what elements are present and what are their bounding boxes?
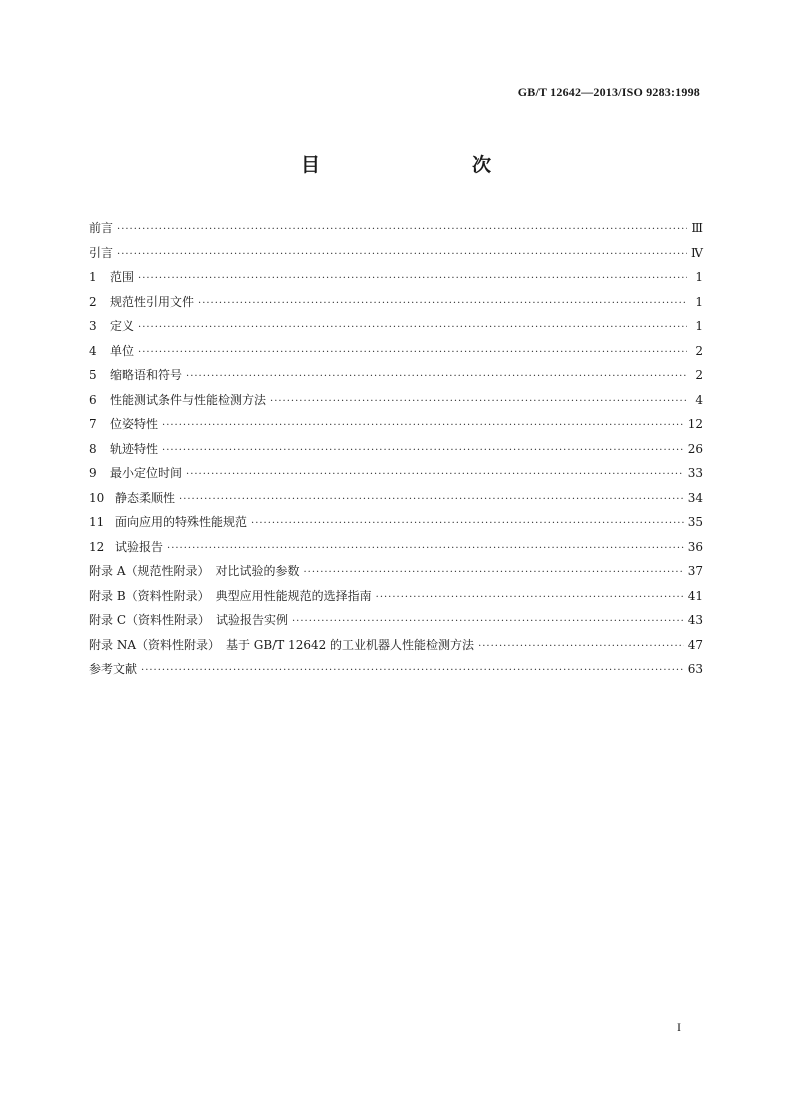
toc-entry-label: [89, 535, 163, 560]
dot-leader: [303, 561, 683, 586]
toc-entry-label: [89, 412, 158, 437]
toc-entry[interactable]: [89, 216, 703, 241]
dot-leader: [251, 512, 684, 537]
dot-leader: [117, 218, 687, 243]
dot-leader: [376, 586, 684, 611]
toc-entry-text: 性能测试条件与性能检测方法: [110, 392, 267, 407]
toc-entry-number: 3: [89, 319, 97, 333]
toc-entry[interactable]: [89, 265, 703, 290]
toc-entry-text: 面向应用的特殊性能规范: [115, 515, 248, 529]
toc-entry[interactable]: [89, 339, 703, 364]
dot-leader: [478, 635, 684, 660]
toc-entry-label: [89, 608, 288, 633]
toc-entry-label: [89, 657, 137, 682]
toc-entry-text: 轨迹特性: [110, 441, 159, 456]
toc-entry-page: Ⅲ: [691, 221, 703, 235]
toc-entry-label: [89, 314, 134, 339]
toc-entry-label: [89, 510, 247, 535]
toc-entry-text: 参考文献: [89, 662, 138, 676]
toc-entry[interactable]: [89, 584, 703, 609]
dot-leader: [138, 267, 687, 292]
toc-entry[interactable]: [89, 633, 703, 658]
toc-entry-page: 33: [687, 466, 703, 480]
toc-entry-number: 8: [89, 441, 97, 456]
toc-entry-label: [89, 216, 113, 241]
toc-entry[interactable]: [89, 461, 703, 486]
toc-entry-number: 1: [89, 270, 97, 284]
toc-entry-number: 12: [89, 539, 105, 554]
toc-entry-page: 1: [695, 294, 703, 309]
toc-entry-number: 11: [89, 515, 105, 529]
toc-entry[interactable]: [89, 535, 703, 560]
page-number: I: [677, 1020, 681, 1034]
dot-leader: [141, 659, 684, 684]
toc-entry[interactable]: [89, 314, 703, 339]
toc-entry-page: 37: [687, 564, 703, 578]
toc-entry[interactable]: [89, 608, 703, 633]
toc-entry-number: 2: [89, 294, 97, 309]
toc-entry-page: 12: [687, 417, 703, 431]
toc-entry-text: 附录 NA（资料性附录） 基于 GB/T 12642 的工业机器人性能检测方法: [89, 637, 475, 652]
toc-entry-label: [89, 290, 194, 315]
toc-entry-number: 6: [89, 392, 97, 407]
toc-entry-number: 9: [89, 466, 97, 480]
toc-entry-label: [89, 437, 158, 462]
toc-entry-label: [89, 339, 134, 364]
toc-entry-text: 缩略语和符号: [110, 368, 183, 382]
toc-entry[interactable]: [89, 657, 703, 682]
toc-entry-page: 36: [687, 539, 703, 554]
dot-leader: [179, 488, 684, 513]
toc-entry[interactable]: [89, 290, 703, 315]
toc-entry-text: 静态柔顺性: [115, 490, 176, 505]
dot-leader: [162, 439, 684, 464]
toc-title: 目 次: [300, 154, 529, 176]
dot-leader: [167, 537, 684, 562]
toc-entry-label: [89, 388, 266, 413]
dot-leader: [186, 463, 684, 488]
dot-leader: [162, 414, 684, 439]
toc-entry-text: 最小定位时间: [110, 466, 183, 480]
toc-entry-text: 单位: [110, 343, 135, 358]
toc-entry-text: 范围: [110, 270, 135, 284]
toc-entry-number: 10: [89, 490, 105, 505]
toc-entry-text: 规范性引用文件: [110, 294, 195, 309]
toc-entry[interactable]: [89, 363, 703, 388]
toc-entry[interactable]: [89, 510, 703, 535]
toc-entry-text: 位姿特性: [110, 417, 159, 431]
toc-entry[interactable]: [89, 388, 703, 413]
toc-entry-page: 4: [695, 392, 703, 407]
toc-entry-label: [89, 584, 372, 609]
toc-entry-text: 附录 B（资料性附录） 典型应用性能规范的选择指南: [89, 588, 372, 603]
toc-entry[interactable]: [89, 559, 703, 584]
toc-entry-label: [89, 486, 175, 511]
toc-entry-number: 7: [89, 417, 97, 431]
toc-entry[interactable]: [89, 486, 703, 511]
toc-entry-page: 2: [695, 343, 703, 358]
toc-entry-label: [89, 633, 474, 658]
dot-leader: [138, 341, 687, 366]
toc-entry-number: 4: [89, 343, 97, 358]
dot-leader: [198, 292, 687, 317]
toc-entry-label: [89, 559, 299, 584]
toc-entry-page: 34: [687, 490, 703, 505]
toc-entry-page: 63: [687, 662, 703, 676]
toc-entry-page: 1: [695, 270, 703, 284]
dot-leader: [138, 316, 687, 341]
dot-leader: [186, 365, 687, 390]
toc-entry-number: 5: [89, 368, 97, 382]
toc-entry-text: 定义: [110, 319, 135, 333]
toc-entry-page: Ⅳ: [691, 245, 703, 260]
dot-leader: [292, 610, 684, 635]
toc-entry-label: [89, 363, 182, 388]
toc-entry-page: 41: [687, 588, 703, 603]
toc-entry-text: 附录 C（资料性附录） 试验报告实例: [89, 613, 288, 627]
toc-entry-label: [89, 461, 182, 486]
toc-entry-page: 47: [687, 637, 703, 652]
toc-entry-text: 引言: [89, 245, 114, 260]
toc-entry-page: 2: [695, 368, 703, 382]
toc-entry[interactable]: [89, 437, 703, 462]
standard-code: GB/T 12642—2013/ISO 9283:1998: [517, 85, 700, 99]
toc-entry-text: 附录 A（规范性附录） 对比试验的参数: [89, 564, 300, 578]
toc-entry-page: 26: [687, 441, 703, 456]
dot-leader: [270, 390, 687, 415]
toc-entry[interactable]: [89, 241, 703, 266]
toc-entry-label: [89, 241, 113, 266]
dot-leader: [117, 243, 687, 268]
toc-entry-page: 35: [687, 515, 703, 529]
toc-entry-text: 试验报告: [115, 539, 164, 554]
table-of-contents: [89, 216, 703, 682]
toc-entry-page: 43: [687, 613, 703, 627]
toc-entry-text: 前言: [89, 221, 114, 235]
toc-entry-page: 1: [695, 319, 703, 333]
toc-entry-label: [89, 265, 134, 290]
toc-entry[interactable]: [89, 412, 703, 437]
